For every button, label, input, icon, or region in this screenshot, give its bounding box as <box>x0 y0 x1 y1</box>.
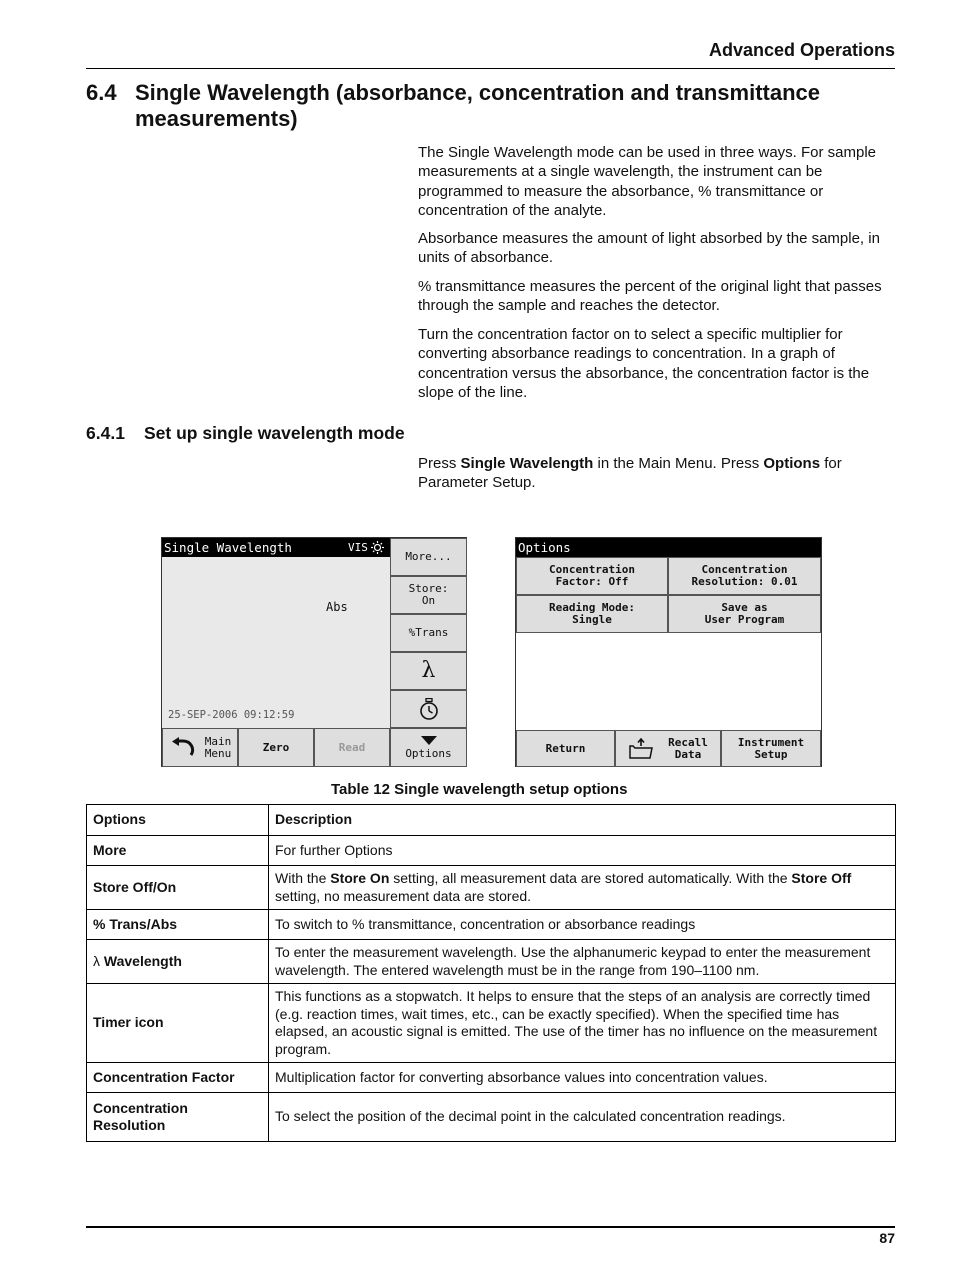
return-label: Return <box>545 741 586 755</box>
instrument-setup-button[interactable] <box>721 730 821 767</box>
description-text: With the <box>275 870 331 886</box>
description-bold: Store Off <box>791 870 852 886</box>
intro-paragraph-3: % transmittance measures the percent of the original light that passes through the sample and reaches the detector. <box>418 278 882 315</box>
subsection-heading <box>86 422 405 444</box>
option-cell: Timer icon <box>87 984 269 1063</box>
read-label: Read <box>338 740 366 754</box>
option-cell: Concentration Factor <box>87 1063 269 1093</box>
table-row <box>87 940 896 984</box>
description-cell: For further Options <box>269 836 896 866</box>
description-cell: To select the position of the decimal point in the calculated concentration readings. <box>269 1093 896 1142</box>
column-header-description: Description <box>269 805 896 836</box>
wavelength-button[interactable] <box>390 652 467 690</box>
footer-rule <box>86 1226 895 1228</box>
screen2-title-bar <box>516 538 821 557</box>
reading-mode-line2: Single <box>572 613 612 626</box>
reading-mode-line1: Reading Mode: <box>548 601 636 614</box>
table-row <box>87 910 896 940</box>
vis-indicator: VIS <box>348 541 368 554</box>
zero-label: Zero <box>262 740 290 754</box>
concentration-resolution-button[interactable] <box>668 557 821 595</box>
lamp-icon <box>371 541 384 554</box>
table-row <box>87 984 896 1063</box>
recall-line2: Data <box>674 747 702 761</box>
option-line1: Concentration <box>93 1099 188 1116</box>
description-cell: Multiplication factor for converting absorbance values into concentration values. <box>269 1063 896 1093</box>
intro-paragraph-1: The Single Wavelength mode can be used in three ways. For sample measurements at a single wavelength, the instrument can be programmed to measure the absorbance, % transmittance or concentration of the analyte. <box>418 144 877 219</box>
intro-paragraph-4: Turn the concentration factor on to select a specific multiplier for converting absorbance readings to concentration. In a graph of concentration versus the absorbance, the concentration factor is the slope of the line. <box>418 326 870 401</box>
section-title: Single Wavelength (absorbance, concentration and transmittance measurements) <box>135 80 820 131</box>
lambda-symbol: λ <box>93 952 100 969</box>
page-number: 87 <box>879 1230 895 1246</box>
options-button[interactable] <box>390 728 467 767</box>
recall-data-label <box>668 737 708 761</box>
conc-factor-line2: Factor: Off <box>555 575 629 588</box>
folder-icon <box>628 738 654 760</box>
table-header-row <box>87 805 896 836</box>
reading-label: Abs <box>326 600 348 614</box>
subsection-number: 6.4.1 <box>86 423 125 443</box>
subsection-title: Set up single wavelength mode <box>144 423 405 443</box>
store-value: On <box>421 594 436 607</box>
screen1-title-bar <box>162 538 390 557</box>
back-arrow-icon <box>169 737 197 759</box>
option-cell: % Trans/Abs <box>87 910 269 940</box>
more-button[interactable] <box>390 538 467 576</box>
timer-icon <box>419 698 439 720</box>
column-header-options: Options <box>87 805 269 836</box>
save-line1: Save as <box>721 601 768 614</box>
setup-options-table <box>86 804 896 1142</box>
conc-factor-line1: Concentration <box>548 563 636 576</box>
store-label: Store: <box>408 582 449 595</box>
timer-button[interactable] <box>390 690 467 728</box>
table-row <box>87 836 896 866</box>
main-menu-line2: Menu <box>204 746 232 760</box>
conc-res-line1: Concentration <box>701 563 788 576</box>
instruction-text: Press <box>418 455 461 472</box>
return-button[interactable] <box>516 730 615 767</box>
instruction-paragraph <box>418 454 896 493</box>
instruction-bold-options: Options <box>763 455 821 472</box>
instruction-text: for Parameter Setup. <box>418 455 842 492</box>
table-row <box>87 1063 896 1093</box>
instrument-line1: Instrument <box>737 735 805 749</box>
date-time: 25-SEP-2006 09:12:59 <box>168 709 295 721</box>
read-button[interactable] <box>314 728 390 767</box>
single-wavelength-screen <box>161 537 467 767</box>
screen2-title: Options <box>518 540 571 555</box>
conc-res-line2: Resolution: 0.01 <box>691 575 798 588</box>
more-label: More... <box>405 550 452 563</box>
trans-button[interactable] <box>390 614 467 652</box>
save-user-program-button[interactable] <box>668 595 821 633</box>
main-menu-line1: Main <box>204 734 232 748</box>
options-label: Options <box>405 746 452 760</box>
description-cell: To enter the measurement wavelength. Use the alphanumeric keypad to enter the measurement wavelength. The entered wavelength must be in the range from 190–1100 nm. <box>269 940 896 984</box>
option-cell: More <box>87 836 269 866</box>
option-cell <box>87 1093 269 1142</box>
down-triangle-icon <box>421 736 437 745</box>
main-menu-label <box>205 736 232 760</box>
option-line2: Resolution <box>93 1117 166 1133</box>
trans-label: %Trans <box>408 626 449 639</box>
table-row <box>87 866 896 910</box>
running-header <box>86 38 895 69</box>
description-text: setting, no measurement data are stored. <box>275 887 532 904</box>
description-cell <box>269 866 896 910</box>
option-cell <box>87 940 269 984</box>
instruction-bold-single-wavelength: Single Wavelength <box>460 455 594 472</box>
zero-button[interactable] <box>238 728 314 767</box>
intro-paragraph-2: Absorbance measures the amount of light absorbed by the sample, in units of absorbance. <box>418 230 880 267</box>
save-line2: User Program <box>704 613 785 626</box>
description-cell: This functions as a stopwatch. It helps to ensure that the steps of an analysis are correctly timed (e.g. reaction times, wait times, etc., can be exactly specified). When the specified time has elapsed, an acoustic signal is emitted. The use of the timer has no influence on the measurement program. <box>269 984 896 1063</box>
concentration-factor-button[interactable] <box>516 557 668 595</box>
option-cell: Store Off/On <box>87 866 269 910</box>
section-number: 6.4 <box>86 80 117 105</box>
description-bold: Store On <box>330 870 390 886</box>
recall-data-button[interactable] <box>615 730 721 767</box>
table-row <box>87 1093 896 1142</box>
table-caption: Table 12 Single wavelength setup options <box>331 781 628 798</box>
screen1-title: Single Wavelength <box>164 540 292 555</box>
main-menu-button[interactable] <box>162 728 238 767</box>
instrument-line2: Setup <box>754 747 788 761</box>
option-label: Wavelength <box>103 952 182 969</box>
options-screen <box>515 537 822 767</box>
store-button[interactable] <box>390 576 467 614</box>
instruction-text: in the Main Menu. Press <box>593 455 764 472</box>
header-section-title: Advanced Operations <box>708 40 895 60</box>
description-cell: To switch to % transmittance, concentration or absorbance readings <box>269 910 896 940</box>
lambda-icon: λ <box>421 658 436 683</box>
recall-line1: Recall <box>668 735 708 749</box>
reading-mode-button[interactable] <box>516 595 668 633</box>
description-text: setting, all measurement data are stored automatically. With the <box>389 870 792 886</box>
